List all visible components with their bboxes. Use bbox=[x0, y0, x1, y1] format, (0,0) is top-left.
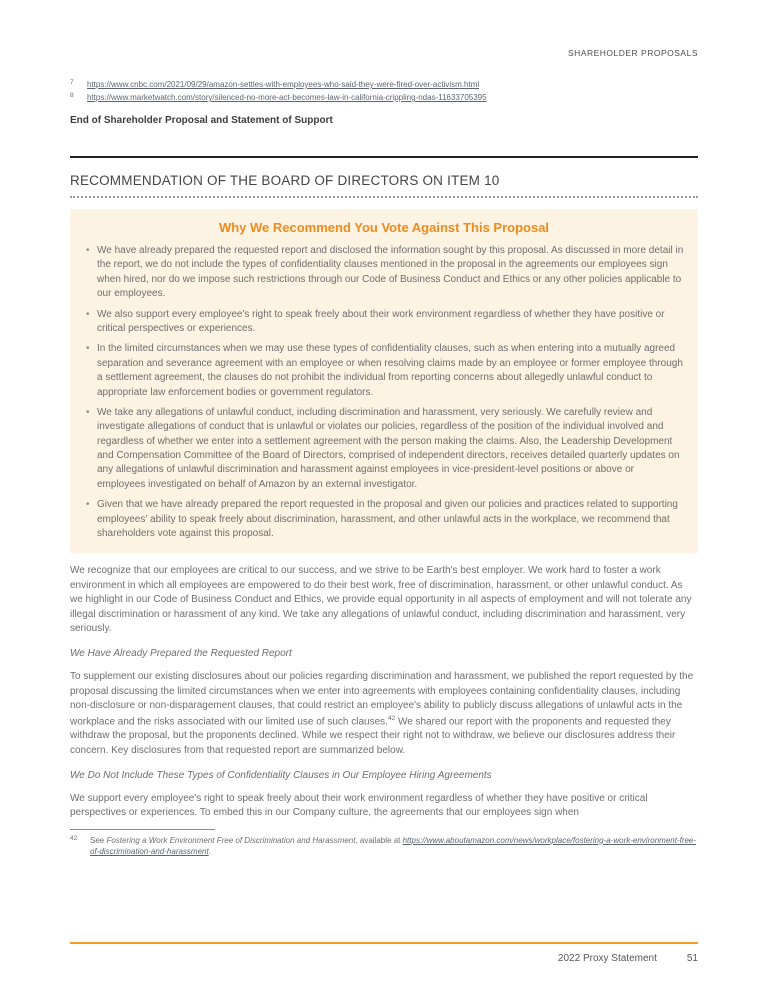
recommendation-box-title: Why We Recommend You Vote Against This Proposal bbox=[218, 220, 550, 235]
bullet-text: We also support every employee's right to speak freely about their work environment regardless of whether they have positive or critical perspectives or experiences. bbox=[97, 308, 665, 334]
paragraph-text: To supplement our existing disclosures about our policies regarding discrimination and harassment, we published the report requested by the proposal discussing the limited circumstances when we enter into agreements with employees containing confidentiality clauses, including non-disclosure or non-disparagement clauses, that could restrict an employee's ability to publicly discuss allegations of unlawful acts in the workplace and the risks associated with our limited use of such clauses. bbox=[70, 671, 694, 727]
footnote-text-part: . bbox=[208, 847, 211, 857]
page-number: 51 bbox=[686, 953, 698, 964]
recommendation-bullet bbox=[84, 342, 684, 400]
subheading-italic: We Have Already Prepared the Requested Report bbox=[70, 648, 292, 660]
recommendation-bullet bbox=[84, 406, 684, 492]
running-header: SHAREHOLDER PROPOSALS bbox=[567, 48, 698, 58]
recommendation-box bbox=[70, 209, 698, 553]
bullet-icon: • bbox=[86, 308, 90, 320]
footnote-text-part: See bbox=[90, 835, 107, 845]
paragraph-text: We shared our report with the proponents and requested they withdraw the proposal, but the proponents declined. While we respect their right not to withdraw, we believe our disclosures address their concern. Key disclosures from that requested report are summarized below. bbox=[70, 715, 676, 756]
dotted-divider bbox=[70, 196, 698, 198]
footnote-text bbox=[90, 835, 698, 857]
page-footer bbox=[70, 942, 698, 964]
footnote-text-part: , available at bbox=[355, 835, 403, 845]
section-divider bbox=[70, 156, 698, 158]
footnote bbox=[70, 835, 698, 857]
bullet-icon: • bbox=[86, 406, 90, 418]
subheading-italic: We Do Not Include These Types of Confidentiality Clauses in Our Employee Hiring Agreements bbox=[70, 770, 492, 782]
recommendation-bullet bbox=[84, 244, 684, 302]
footnote-number: 8 bbox=[70, 92, 74, 99]
footer-label: 2022 Proxy Statement bbox=[557, 953, 657, 964]
footnote-number: 7 bbox=[70, 79, 74, 86]
footnote-row bbox=[70, 80, 698, 89]
recommendation-bullet bbox=[84, 308, 684, 337]
body-paragraph: We support every employee's right to speak freely about their work environment regardless of whether they have positive or critical perspectives or experiences. To embed this in our Company culture, the agreements that our employees sign when bbox=[70, 793, 648, 819]
bullet-icon: • bbox=[86, 343, 90, 355]
recommendation-bullet bbox=[84, 498, 684, 541]
end-of-proposal-statement: End of Shareholder Proposal and Statement of Support bbox=[70, 115, 333, 126]
footnote-link[interactable]: https://www.marketwatch.com/story/silenced-no-more-act-becomes-law-in-california-crippling-ndas-11633705395 bbox=[87, 93, 487, 102]
bullet-text: In the limited circumstances when we may use these types of confidentiality clauses, such as when entering into a mutually agreed separation and severance agreement with an employee or when resolving claims made by an employee or former employee through a settlement agreement, the clauses do not prohibit the individual from reporting concerns about allegedly unlawful conduct to appropriate law enforcement bodies or government regulators. bbox=[97, 343, 683, 398]
footnote-number: 42 bbox=[70, 834, 78, 842]
bullet-text: We take any allegations of unlawful conduct, including discrimination and harassment, very seriously. We carefully review and investigate allegations of conduct that is unlawful or violates our policies, regardless of the position of the individual involved and regardless of whether we enter into a settlement agreement with the person making the claims. Also, the Leadership Development and Compensation Committee of the Board of Directors, comprised of independent directors, receives detailed quarterly updates on any allegations of unlawful discrimination and harassment against employees in vice-president-level positions or above or employees investigated on behalf of Amazon by an external investigator. bbox=[97, 406, 680, 490]
bullet-icon: • bbox=[86, 245, 90, 256]
recommendation-bullet-list bbox=[84, 244, 684, 541]
footnote-cited-title: Fostering a Work Environment Free of Discrimination and Harassment bbox=[106, 835, 356, 845]
body-paragraph: We recognize that our employees are critical to our success, and we strive to be Earth's best employer. We work hard to foster a work environment in which all employees are empowered to do their best work, free of discrimination, harassment, or other unlawful conduct. As we highlight in our Code of Business Conduct and Ethics, we provide equal opportunity in all aspects of employment and will not tolerate any illegal discrimination or harassment of any kind. We take any allegations of unlawful conduct, including discrimination and harassment, very seriously. bbox=[70, 565, 692, 634]
bullet-text: Given that we have already prepared the report requested in the proposal and given our policies and practices related to supporting employees' ability to speak freely about discrimination, harassment, and other unlawful acts in the workplace, we recommend that shareholders vote against this proposal. bbox=[97, 499, 678, 540]
bullet-text: We have already prepared the requested report and disclosed the information sought by this proposal. As discussed in more detail in the report, we do not include the types of confidentiality clauses mentioned in the proposal in the agreements our employees sign when hired, nor do we impose such restrictions through our Code of Business Conduct and Ethics or any other policies applicable to our employees. bbox=[97, 245, 684, 300]
footnote-reference[interactable]: 42 bbox=[387, 714, 396, 722]
footnote-row bbox=[70, 93, 698, 102]
bullet-icon: • bbox=[86, 499, 90, 511]
section-heading: RECOMMENDATION OF THE BOARD OF DIRECTORS ON ITEM 10 bbox=[70, 173, 500, 188]
footnote-link[interactable]: https://www.aboutamazon.com/news/workplace/fostering-a-work-environment-free-of-discrimination-and-harassment bbox=[90, 835, 697, 857]
footnote-separator bbox=[70, 829, 215, 830]
footnote-link[interactable]: https://www.cnbc.com/2021/09/29/amazon-settles-with-employees-who-said-they-were-fired-over-activism.html bbox=[87, 80, 480, 89]
footnotes-top bbox=[70, 80, 698, 102]
body-paragraph bbox=[70, 670, 698, 758]
